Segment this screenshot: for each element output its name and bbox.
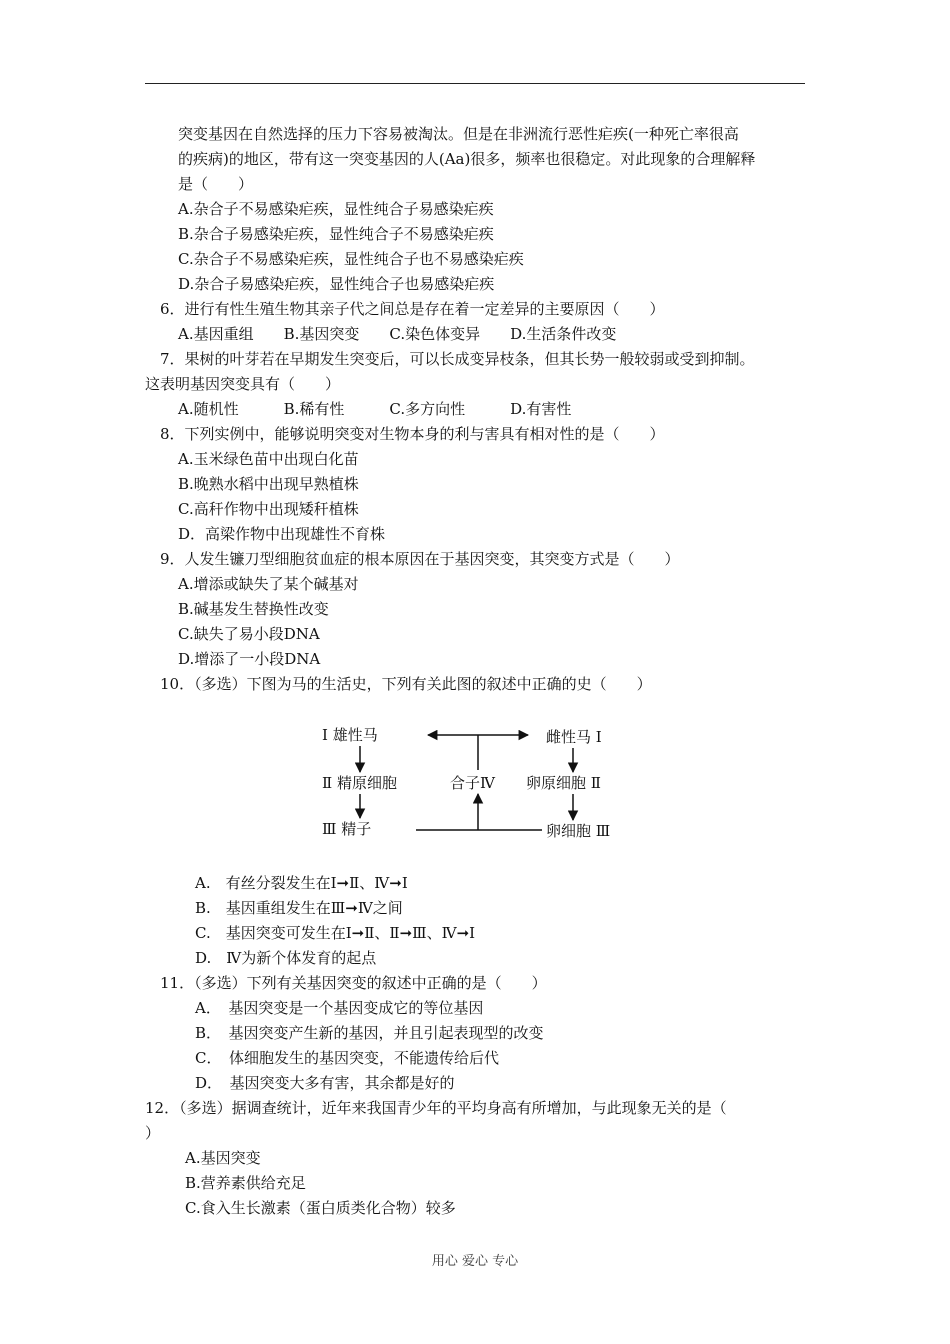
option-a: A.增添或缺失了某个碱基对 [178,575,359,593]
option-c: C． 体细胞发生的基因突变，不能遗传给后代 [195,1049,499,1067]
option-a: A. 有丝分裂发生在Ⅰ➞Ⅱ、Ⅳ➞Ⅰ [195,874,408,892]
diagram-label-egg: 卵细胞 Ⅲ [546,822,611,840]
diagram-label-spermatogonium: Ⅱ 精原细胞 [322,774,397,792]
option-d: D.增添了一小段DNA [178,650,321,668]
diagram-label-zygote: 合子Ⅳ [450,774,495,792]
question-7: 7．果树的叶芽若在早期发生突变后，可以长成变异枝条，但其长势一般较弱或受到抑制。 [160,350,755,368]
option-b: B.营养素供给充足 [185,1174,306,1192]
question-7-options: A.随机性 B.稀有性 C.多方向性 D.有害性 [178,400,572,418]
diagram-label-male-horse: Ⅰ 雄性马 [322,726,378,744]
question-8: 8．下列实例中，能够说明突变对生物本身的利与害具有相对性的是（ ） [160,425,665,443]
question-6: 6．进行有性生殖生物其亲子代之间总是存在着一定差异的主要原因（ ） [160,300,665,318]
option-d: D. Ⅳ为新个体发育的起点 [195,949,377,967]
question-6-options: A.基因重组 B.基因突变 C.染色体变异 D.生活条件改变 [178,325,617,343]
diagram-label-oogonium: 卵原细胞 Ⅱ [526,774,601,792]
option-c: C.缺失了易小段DNA [178,625,320,643]
option-a: A.玉米绿色苗中出现白化苗 [178,450,359,468]
option-c: C.食入生长激素（蛋白质类化合物）较多 [185,1199,456,1217]
option-d: D． 基因突变大多有害，其余都是好的 [195,1074,455,1092]
option-a: A.基因突变 [185,1149,261,1167]
option-b: B.杂合子易感染疟疾，显性纯合子不易感染疟疾 [178,225,494,243]
diagram-label-sperm: Ⅲ 精子 [322,820,372,838]
text-line: 突变基因在自然选择的压力下容易被淘汰。但是在非洲流行恶性疟疾(一种死亡率很高 [178,125,739,143]
option-c: C.高秆作物中出现矮秆植株 [178,500,359,518]
option-c: C. 基因突变可发生在Ⅰ➞Ⅱ、Ⅱ➞Ⅲ、Ⅳ➞Ⅰ [195,924,476,942]
header-rule [145,83,805,84]
option-d: D．高梁作物中出现雄性不育株 [178,525,386,543]
option-b: B.晚熟水稻中出现早熟植株 [178,475,359,493]
text-line: ） [145,1124,161,1142]
text-line: 的疾病)的地区，带有这一突变基因的人(Aa)很多，频率也很稳定。对此现象的合理解释 [178,150,756,168]
question-10: 10．（多选）下图为马的生活史，下列有关此图的叙述中正确的史（ ） [160,675,652,693]
option-b: B． 基因突变产生新的基因，并且引起表现型的改变 [195,1024,544,1042]
option-d: D.杂合子易感染疟疾，显性纯合子也易感染疟疾 [178,275,495,293]
question-11: 11．（多选）下列有关基因突变的叙述中正确的是（ ） [160,974,547,992]
horse-life-cycle-diagram [318,720,630,844]
option-b: B. 基因重组发生在Ⅲ➞Ⅳ之间 [195,899,403,917]
text-line: 是（ ） [178,175,254,193]
option-c: C.杂合子不易感染疟疾，显性纯合子也不易感染疟疾 [178,250,524,268]
option-a: A． 基因突变是一个基因变成它的等位基因 [195,999,484,1017]
question-12: 12．（多选）据调查统计，近年来我国青少年的平均身高有所增加，与此现象无关的是（ [145,1099,727,1117]
diagram-label-female-horse: 雌性马 Ⅰ [546,728,602,746]
page-footer: 用心 爱心 专心 [431,1254,519,1269]
question-9: 9．人发生镰刀型细胞贫血症的根本原因在于基因突变，其突变方式是（ ） [160,550,680,568]
option-b: B.碱基发生替换性改变 [178,600,329,618]
text-line: 这表明基因突变具有（ ） [145,375,341,393]
option-a: A.杂合子不易感染疟疾，显性纯合子易感染疟疾 [178,200,494,218]
